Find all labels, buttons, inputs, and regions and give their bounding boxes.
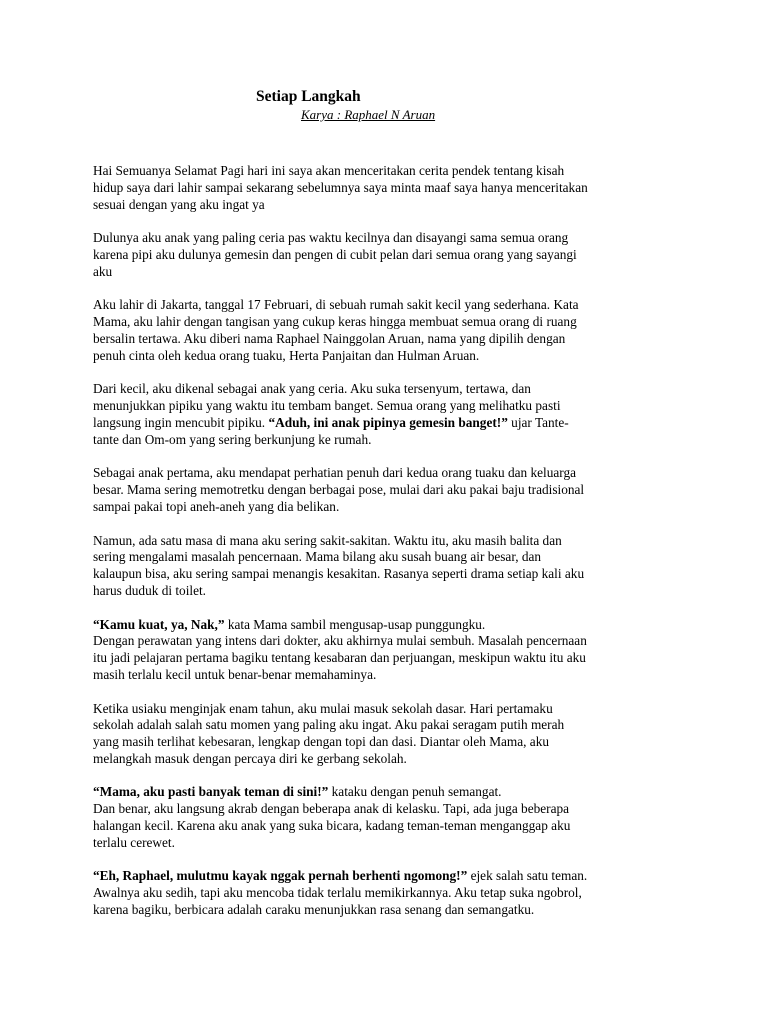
text-line: Dengan perawatan yang intens dari dokter, aku akhirnya mulai sembuh. Masalah pencernaan <box>93 633 587 649</box>
text-line: aku <box>93 263 113 279</box>
text-line: melangkah masuk dengan percaya diri ke gerbang sekolah. <box>93 750 407 766</box>
quote-bold: “Eh, Raphael, mulutmu kayak nggak pernah berhenti ngomong!” <box>93 868 468 884</box>
text-line: itu jadi pelajaran pertama bagiku tentang kesabaran dan perjuangan, meskipun waktu itu aku <box>93 650 586 666</box>
text-line <box>93 868 587 883</box>
text-line: tante dan Om-om yang sering berkunjung ke rumah. <box>93 431 372 447</box>
text-line: sering mengalami masalah pencernaan. Mama bilang aku susah buang air besar, dan <box>93 549 542 565</box>
text-line: karena bagiku, berbicara adalah caraku menunjukkan rasa senang dan semangatku. <box>93 902 535 918</box>
text-line: menunjukkan pipiku yang waktu itu tembam banget. Semua orang yang melihatku pasti <box>93 398 561 414</box>
text-line: Awalnya aku sedih, tapi aku mencoba tidak terlalu memikirkannya. Aku tetap suka ngobrol, <box>93 885 582 901</box>
text-segment: kataku dengan penuh semangat. <box>328 784 502 800</box>
paragraph-intro <box>93 163 675 213</box>
text-line <box>93 784 502 799</box>
text-line: bersalin tertawa. Aku diberi nama Raphael Nainggolan Aruan, nama yang dipilih dengan <box>93 330 566 346</box>
text-line: Dulunya aku anak yang paling ceria pas waktu kecilnya dan disayangi sama semua orang <box>93 230 569 246</box>
paragraph-birth <box>93 297 675 364</box>
text-line: sekolah adalah salah satu momen yang paling aku ingat. Aku pakai seragam putih merah <box>93 717 565 733</box>
paragraph-cheerful <box>93 381 675 448</box>
paragraph-recovery <box>93 617 675 684</box>
paragraph-sickness <box>93 533 675 600</box>
story-title: Setiap Langkah <box>256 88 361 105</box>
text-line <box>93 617 485 632</box>
paragraph-school <box>93 701 675 768</box>
story-body <box>93 163 675 919</box>
paragraph-first-child <box>93 465 675 515</box>
text-line <box>93 415 569 430</box>
text-line: Hai Semuanya Selamat Pagi hari ini saya akan menceritakan cerita pendek tentang kisah <box>93 163 565 178</box>
quote-bold: “Kamu kuat, ya, Nak,” <box>93 616 225 632</box>
text-line: halangan kecil. Karena aku anak yang suka bicara, kadang teman-teman menganggap aku <box>93 818 571 834</box>
paragraph-friends <box>93 784 675 851</box>
text-line: harus duduk di toilet. <box>93 582 207 598</box>
text-segment: langsung ingin mencubit pipiku. <box>93 414 269 430</box>
text-line: Mama, aku lahir dengan tangisan yang cukup keras hingga membuat semua orang di ruang <box>93 314 577 330</box>
text-line: kalaupun bisa, aku sering sampai menangis kesakitan. Rasanya seperti drama setiap kali aku <box>93 566 585 582</box>
quote-bold: “Aduh, ini anak pipinya gemesin banget!” <box>268 414 508 430</box>
paragraph-childhood <box>93 230 675 280</box>
text-line: Namun, ada satu masa di mana aku sering sakit-sakitan. Waktu itu, aku masih balita dan <box>93 532 562 548</box>
paragraph-talkative <box>93 868 675 918</box>
text-line: karena pipi aku dulunya gemesin dan pengen di cubit pelan dari semua orang yang sayangi <box>93 246 577 262</box>
text-line: besar. Mama sering memotretku dengan berbagai pose, mulai dari aku pakai baju tradisional <box>93 482 585 498</box>
text-line: hidup saya dari lahir sampai sekarang sebelumnya saya minta maaf saya hanya menceritakan <box>93 179 588 195</box>
text-segment: ujar Tante- <box>507 414 569 430</box>
text-line: masih terlalu kecil untuk benar-benar memahaminya. <box>93 666 377 682</box>
text-line: Dari kecil, aku dikenal sebagai anak yang ceria. Aku suka tersenyum, tertawa, dan <box>93 381 531 397</box>
text-line: Aku lahir di Jakarta, tanggal 17 Februari, di sebuah rumah sakit kecil yang sederhana. Kata <box>93 297 579 313</box>
text-segment: kata Mama sambil mengusap-usap punggungku. <box>224 616 486 632</box>
text-line: Ketika usiaku menginjak enam tahun, aku mulai masuk sekolah dasar. Hari pertamaku <box>93 700 553 716</box>
text-segment: ejek salah satu teman. <box>467 868 588 884</box>
quote-bold: “Mama, aku pasti banyak teman di sini!” <box>93 784 329 800</box>
text-line: terlalu cerewet. <box>93 834 175 850</box>
text-line: sampai pakai topi aneh-aneh yang dia belikan. <box>93 498 340 514</box>
text-line: yang masih terlihat kebesaran, lengkap dengan topi dan dasi. Diantar oleh Mama, aku <box>93 734 550 750</box>
text-line: penuh cinta oleh kedua orang tuaku, Herta Panjaitan dan Hulman Aruan. <box>93 347 480 363</box>
text-line: Dan benar, aku langsung akrab dengan beberapa anak di kelasku. Tapi, ada juga beberapa <box>93 801 570 817</box>
story-author: Karya : Raphael N Aruan <box>301 107 436 122</box>
text-line: sesuai dengan yang aku ingat ya <box>93 196 265 212</box>
text-line: Sebagai anak pertama, aku mendapat perhatian penuh dari kedua orang tuaku dan keluarga <box>93 465 577 481</box>
